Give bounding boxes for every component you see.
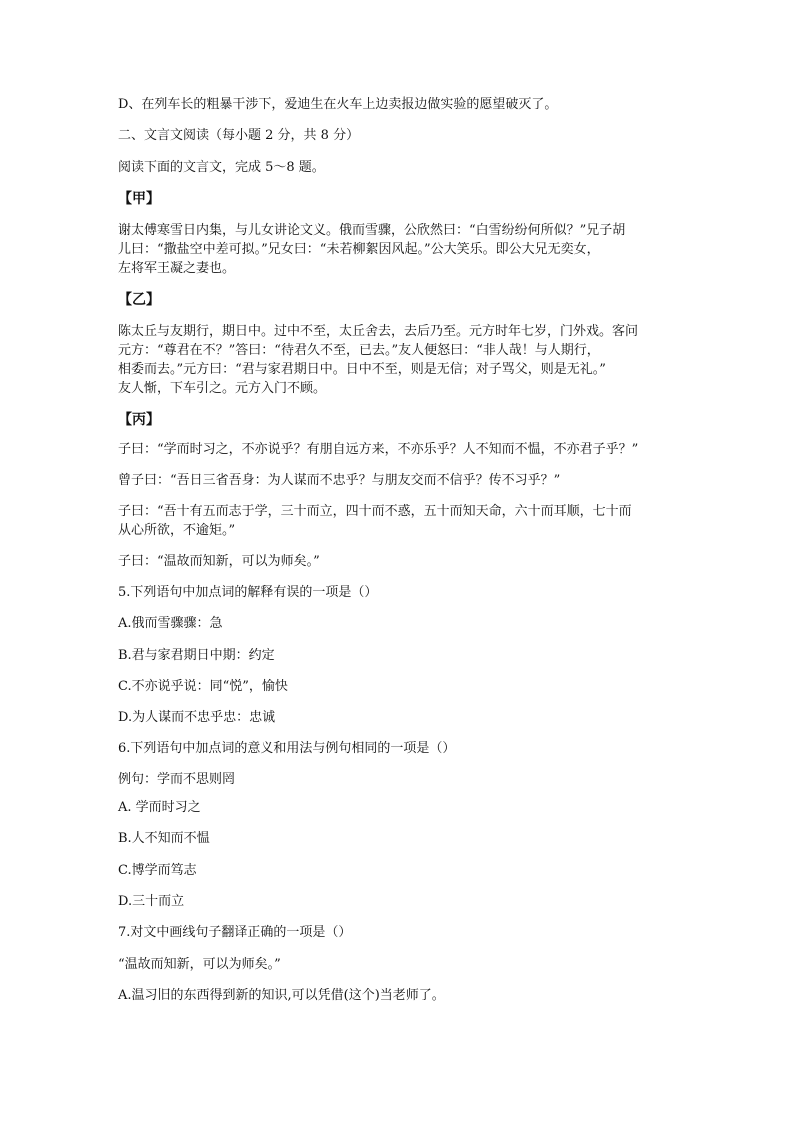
question-6: 6.下列语句中加点词的意义和用法与例句相同的一项是（） — [118, 741, 456, 756]
passage-yi-line-4: 友人惭，下车引之。元方入门不顾。 — [118, 381, 327, 396]
passage-jia-line-3: 左将军王凝之妻也。 — [118, 261, 236, 276]
question-6-option-a: A. 学而时习之 — [118, 800, 201, 815]
question-7-quote: “温故而知新，可以为师矣。” — [118, 957, 281, 972]
passage-jia-line-2: 儿曰：“撒盐空中差可拟。”兄女曰：“未若柳絮因风起。”公大笑乐。即公大兄无奕女， — [118, 242, 600, 257]
passage-yi-line-3: 相委而去。”元方曰：“君与家君期日中。日中不至，则是无信；对子骂父，则是无礼。” — [118, 362, 606, 377]
passage-label-jia: 【甲】 — [118, 191, 160, 207]
passage-bing-line-2: 曾子曰：“吾日三省吾身：为人谋而不忠乎？与朋友交而不信乎？传不习乎？” — [118, 473, 561, 488]
passage-bing-line-1: 子曰：“学而时习之，不亦说乎？有朋自远方来，不亦乐乎？人不知而不愠，不亦君子乎？” — [118, 442, 639, 457]
passage-bing-line-3: 子曰：“吾十有五而志于学，三十而立，四十而不惑，五十而知天命，六十而耳顺，七十而 — [118, 504, 632, 519]
question-6-example: 例句：学而不思则罔 — [118, 772, 236, 787]
passage-yi-line-1: 陈太丘与友期行，期日中。过中不至，太丘舍去，去后乃至。元方时年七岁，门外戏。客问 — [118, 324, 639, 339]
question-6-option-b: B.人不知而不愠 — [118, 831, 210, 846]
question-7-option-a: A.温习旧的东西得到新的知识,可以凭借(这个)当老师了。 — [118, 988, 445, 1003]
passage-yi-line-2: 元方：“尊君在不？”答曰：“待君久不至，已去。”友人便怒曰：“非人哉！与人期行， — [118, 343, 600, 358]
question-5-option-a: A.俄而雪骤骤：急 — [118, 616, 223, 631]
passage-label-bing: 【丙】 — [118, 412, 160, 428]
passage-bing-line-4: 从心所欲，不逾矩。” — [118, 523, 236, 538]
question-7: 7.对文中画线句子翻译正确的一项是（） — [118, 925, 352, 940]
passage-bing-line-5: 子曰：“温故而知新，可以为师矣。” — [118, 554, 320, 569]
question-5-option-d: D.为人谋而不忠乎忠：忠诚 — [118, 710, 276, 725]
passage-jia-line-1: 谢太傅寒雪日内集，与儿女讲论文义。俄而雪骤，公欣然曰：“白雪纷纷何所似？”兄子胡 — [118, 223, 626, 238]
question-6-option-d: D.三十而立 — [118, 894, 185, 909]
question-6-option-c: C.博学而笃志 — [118, 863, 197, 878]
reading-instruction: 阅读下面的文言文，完成 5～8 题。 — [118, 160, 325, 175]
question-5-option-c: C.不亦说乎说：同“悦”，愉快 — [118, 679, 288, 694]
section-heading-classical-reading: 二、文言文阅读（每小题 2 分，共 8 分） — [118, 128, 360, 143]
option-d-line: D、在列车长的粗暴干涉下，爱迪生在火车上边卖报边做实验的愿望破灭了。 — [118, 97, 558, 112]
passage-label-yi: 【乙】 — [118, 292, 160, 308]
question-5: 5.下列语句中加点词的解释有误的一项是（） — [118, 585, 378, 600]
question-5-option-b: B.君与家君期日中期：约定 — [118, 648, 275, 663]
